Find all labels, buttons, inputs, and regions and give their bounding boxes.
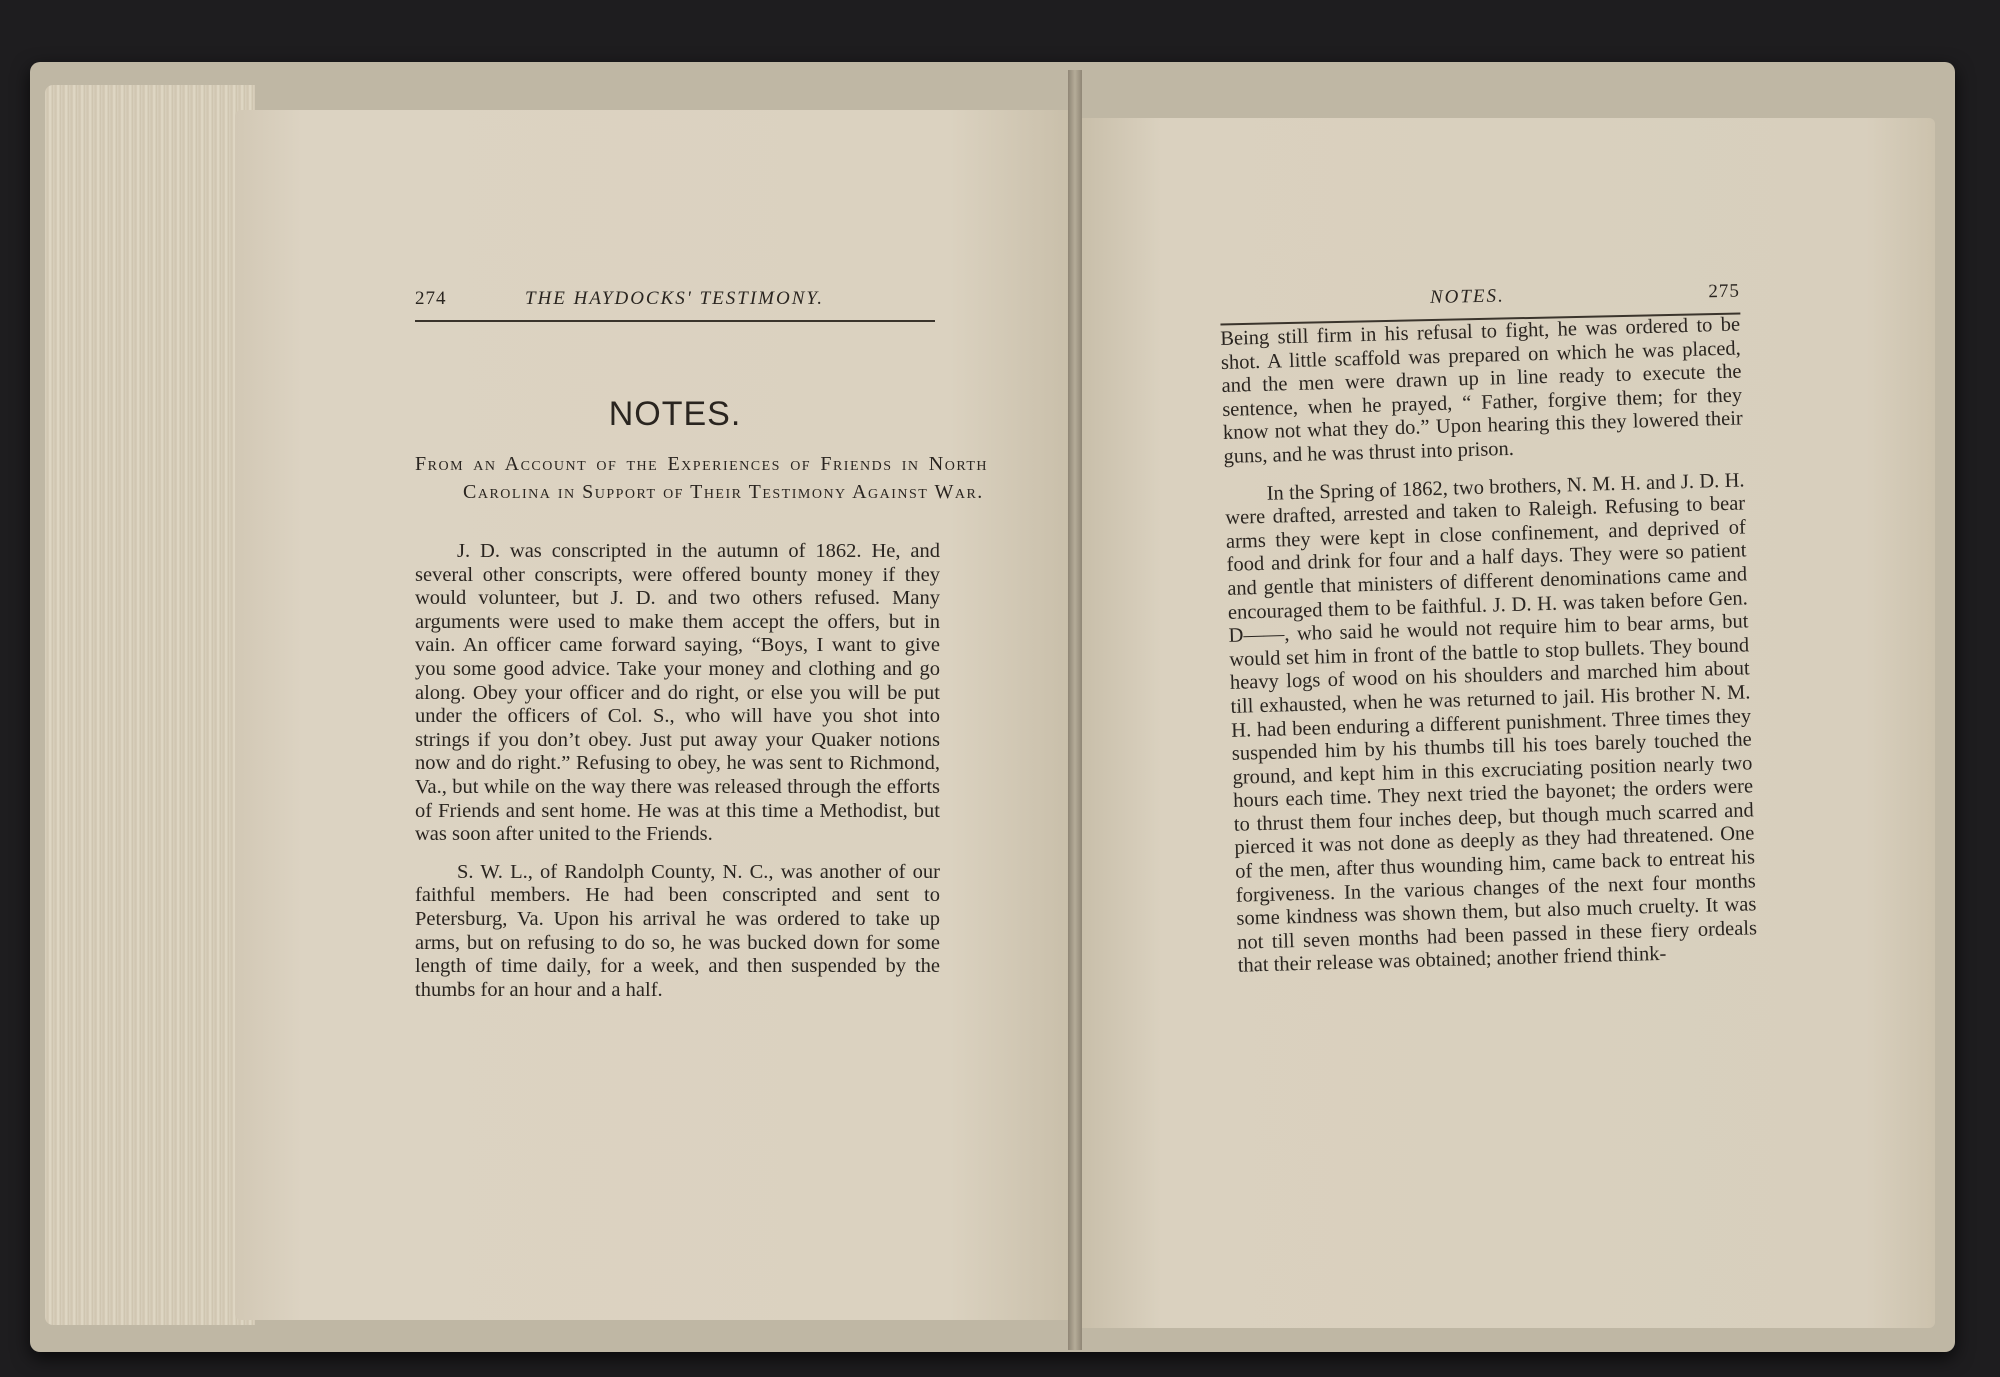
paragraph: Being still firm in his refusal to fight, he was ordered to be shot. A little scaffold was prepared on which he was placed, and the men were drawn up in line ready to execute the sentence, when he prayed, “ Father, forgive them; for they know not what they do.” Upon hearing this they lowered their guns, and he was thrust into prison.: [1220, 313, 1744, 468]
paragraph: S. W. L., of Randolph County, N. C., was another of our faithful members. He had been conscripted and sent to Petersburg, Va. Upon his arrival he was ordered to take up arms, but on refusing to do so, he was bucked down for some length of time daily, for a week, and then suspended by the thumbs for an hour and a half.: [415, 860, 940, 1001]
section-heading: From an Account of the Experiences of Friends in North Carolina in Support of Their Testimony Against War.: [415, 453, 988, 503]
right-page: [1075, 118, 1935, 1328]
notes-title: NOTES.: [608, 395, 742, 433]
page-number-left: 274: [415, 288, 447, 309]
running-title-left: THE HAYDOCKS' TESTIMONY.: [525, 288, 824, 309]
book-gutter: [1068, 70, 1082, 1350]
running-title-right: NOTES.: [1429, 285, 1505, 309]
right-body-text: [1220, 313, 1758, 992]
paragraph: J. D. was conscripted in the autumn of 1862. He, and several other conscripts, were offered bounty money if they would volunteer, but J. D. and two others refused. Many arguments were used to make them accept the offers, but in vain. An officer came forward saying, “Boys, I want to give you some good advice. Take your money and clothing and go along. Obey your officer and do right, or else you will be put under the officers of Col. S., who will have you shot into strings if you don’t obey. Just put away your Quaker notions now and do right.” Refusing to obey, he was sent to Richmond, Va., but while on the way there was released through the efforts of Friends and sent home. He was at this time a Methodist, but was soon after united to the Friends.: [415, 540, 940, 846]
page-edges: [45, 85, 255, 1325]
paragraph: In the Spring of 1862, two brothers, N. M. H. and J. D. H. were drafted, arrested and taken to Raleigh. Refusing to bear arms they were kept in close confinement, and deprived of food and drink for four and a half days. They were so patient and gentle that ministers of different denominations came and encouraged them to be faithful. J. D. H. was taken before Gen. D——, who said he would not require him to bear arms, but would set him in front of the battle to stop bullets. They bound heavy logs of wood on his shoulders and marched him about till exhausted, when he was returned to jail. His brother N. M. H. had been enduring a different punishment. Three times they suspended him by his thumbs till his toes barely touched the ground, and kept him in this excruciating position nearly two hours each time. They next tried the bayonet; the orders were to thrust them four inches deep, but though much scarred and pierced it was not done as deeply as they had threatened. One of the men, after thus wounding him, came back to entreat his forgiveness. In the various changes of the next four months some kindness was shown them, but also much cruelty. It was not till seven months had been passed in these fiery ordeals that their release was obtained; another friend think-: [1225, 468, 1758, 978]
page-number-right: 275: [1708, 280, 1741, 303]
left-running-head: [415, 280, 935, 322]
left-body-text: [415, 540, 940, 1016]
left-page: [235, 110, 1075, 1320]
